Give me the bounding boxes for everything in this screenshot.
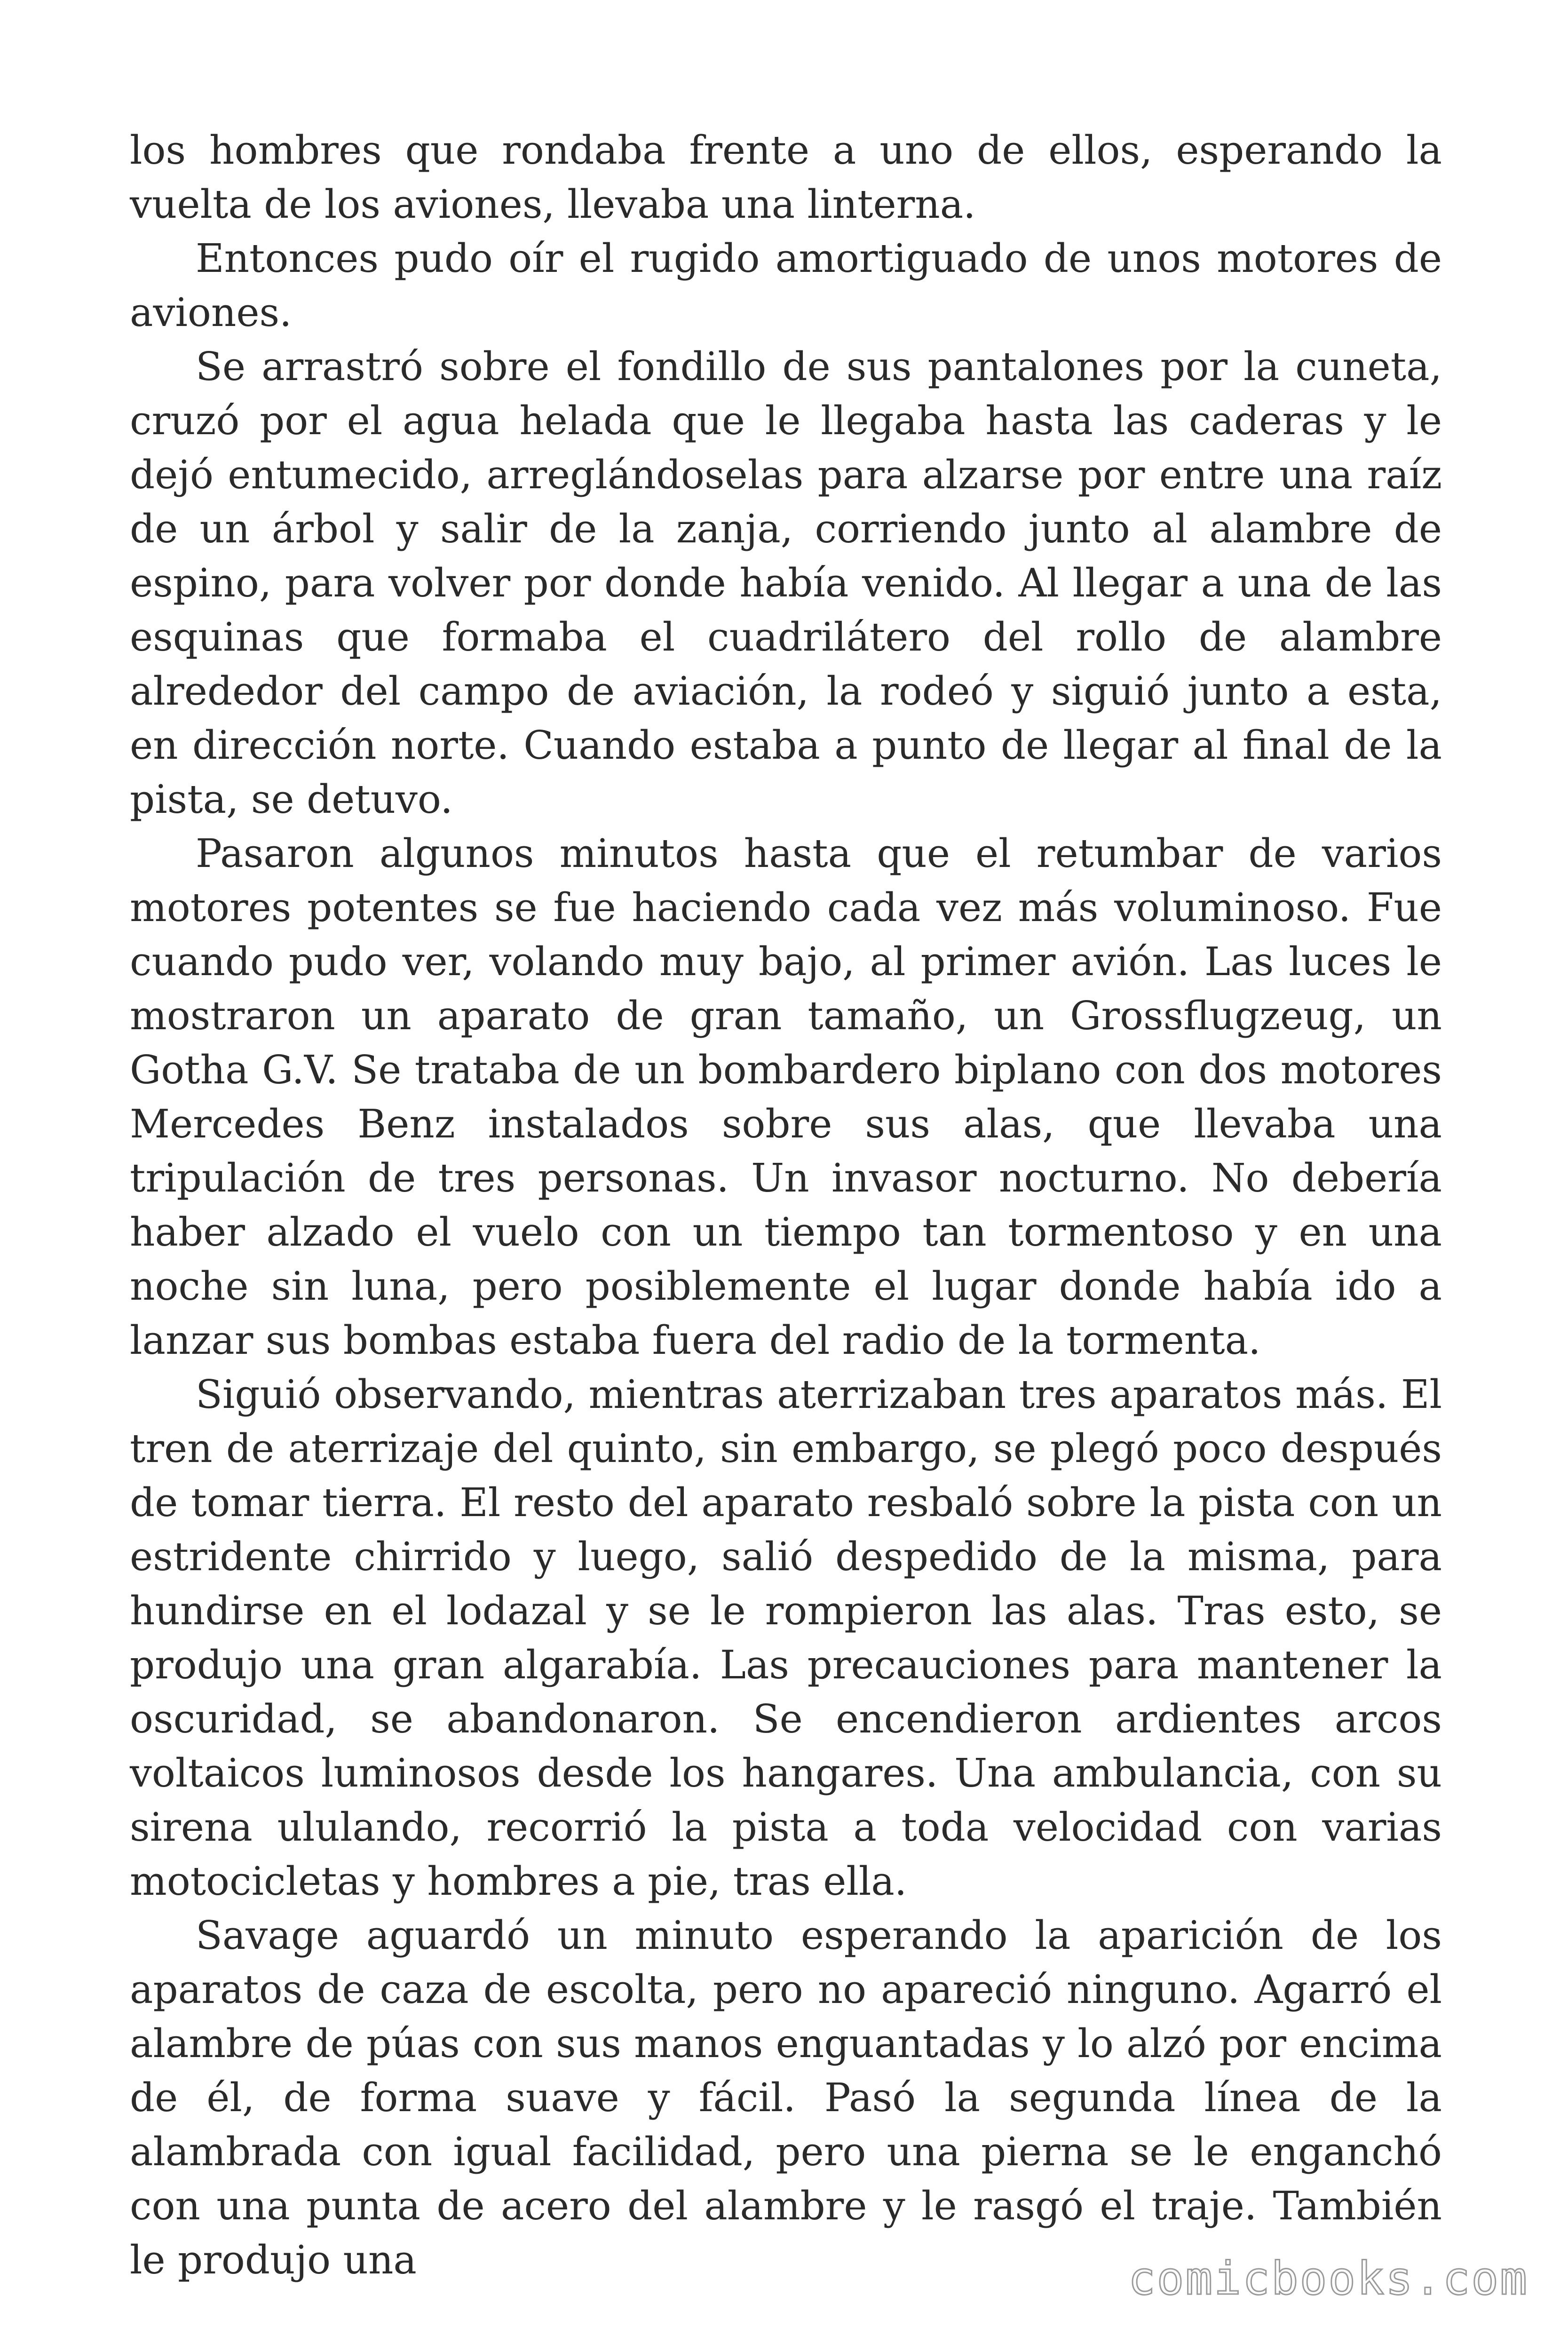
paragraph-1: los hombres que rondaba frente a uno de ellos, esperando la vuelta de los aviones, llevaba una linterna.: [130, 127, 1442, 227]
paragraph-4: Pasaron algunos minutos hasta que el retumbar de varios motores potentes se fue haciendo cada vez más voluminoso. Fue cuando pudo ver, volando muy bajo, al primer avión. Las luces le mostraron un aparato de gran tamaño, un Grossflugzeug, un Gotha G.V. Se trataba de un bombardero biplano con dos motores Mercedes Benz instalados sobre sus alas, que llevaba una tripulación de tres personas. Un invasor nocturno. No debería haber alzado el vuelo con un tiempo tan tormentoso y en una noche sin luna, pero posiblemente el lugar donde había ido a lanzar sus bombas estaba fuera del radio de la tormenta.: [130, 831, 1442, 1363]
paragraph-3: Se arrastró sobre el fondillo de sus pantalones por la cuneta, cruzó por el agua helada que le llegaba hasta las caderas y le dejó entumecido, arreglándoselas para alzarse por entre una raíz de un árbol y salir de la zanja, corriendo junto al alambre de espino, para volver por donde había venido. Al llegar a una de las esquinas que formaba el cuadrilátero del rollo de alambre alrededor del campo de aviación, la rodeó y siguió junto a esta, en dirección norte. Cuando estaba a punto de llegar al final de la pista, se detuvo.: [130, 344, 1442, 822]
page-body: [130, 123, 1442, 2287]
paragraph-6: Savage aguardó un minuto esperando la aparición de los aparatos de caza de escolta, pero no apareció ninguno. Agarró el alambre de púas con sus manos enguantadas y lo alzó por encima de él, de forma suave y fácil. Pasó la segunda línea de la alambrada con igual facilidad, pero una pierna se le enganchó con una punta de acero del alambre y le rasgó el traje. También le produjo una: [130, 1913, 1442, 2283]
watermark: comicbooks.com: [1128, 2252, 1528, 2305]
paragraph-5: Siguió observando, mientras aterrizaban tres aparatos más. El tren de aterrizaje del quinto, sin embargo, se plegó poco después de tomar tierra. El resto del aparato resbaló sobre la pista con un estridente chirrido y luego, salió despedido de la misma, para hundirse en el lodazal y se le rompieron las alas. Tras esto, se produjo una gran algarabía. Las precauciones para mantener la oscuridad, se abandonaron. Se encendieron ardientes arcos voltaicos luminosos desde los hangares. Una ambulancia, con su sirena ululando, recorrió la pista a toda velocidad con varias motocicletas y hombres a pie, tras ella.: [130, 1372, 1442, 1904]
paragraph-2: Entonces pudo oír el rugido amortiguado de unos motores de aviones.: [130, 236, 1442, 335]
